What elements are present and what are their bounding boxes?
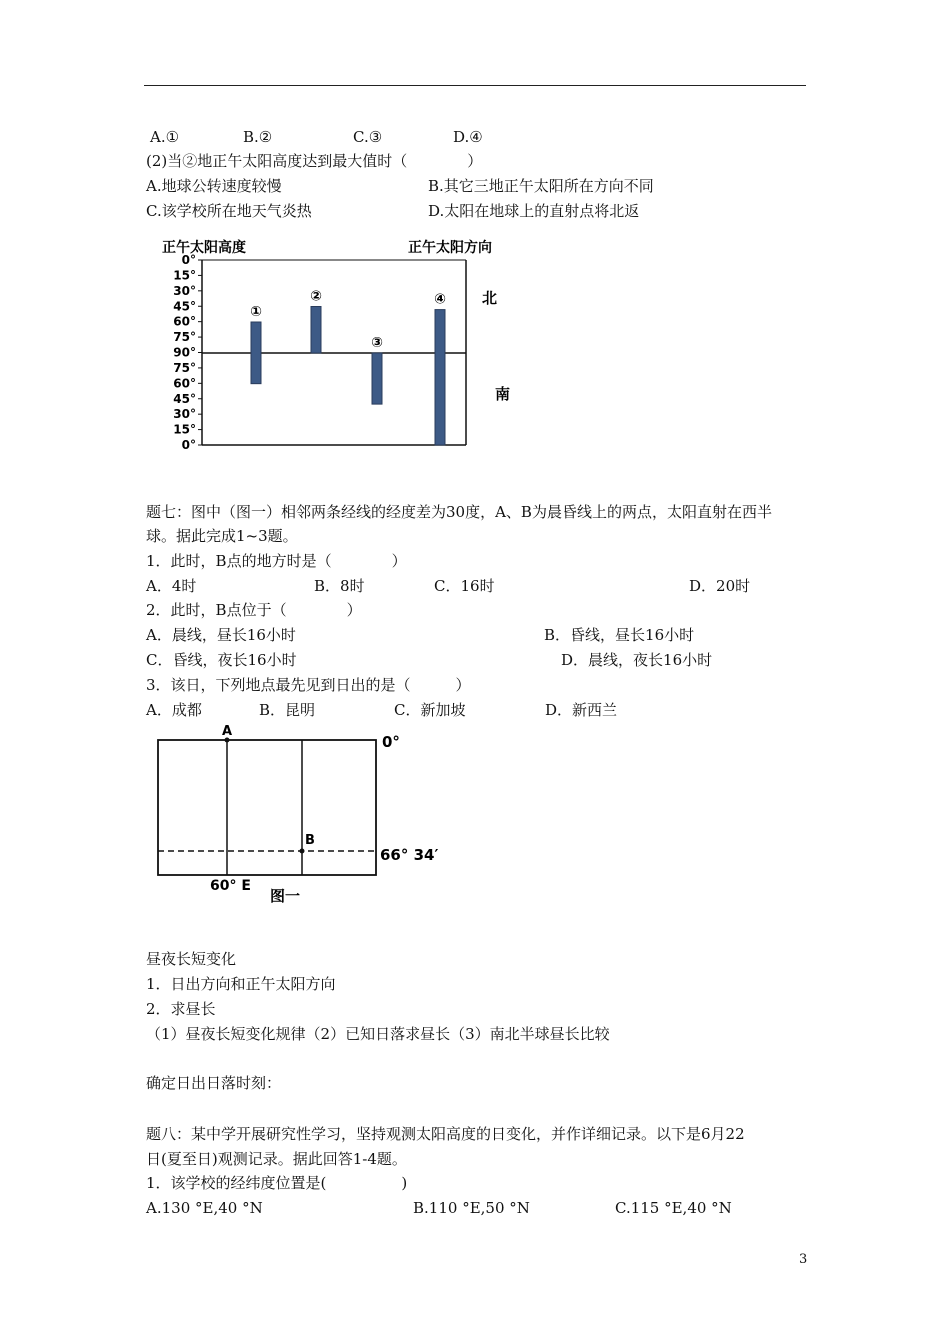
sun-fig-title-left: 正午太阳高度 [162,240,246,256]
q8-intro-line2: 日(夏至日)观测记录。据此回答1-4题。 [146,1150,407,1168]
q7-q1-option-c: C．16时 [434,577,495,595]
q7-question-2: 2．此时，B点位于（ ） [146,601,362,619]
point-b [300,849,305,854]
q7-q1-option-a: A．4时 [146,577,197,595]
prev-option-c: C.③ [353,128,383,146]
notes-sunrise: 确定日出日落时刻： [146,1074,282,1092]
fig1-lat-equator: 0° [382,733,400,751]
sun-bar-label: ③ [371,335,383,351]
page-number: 3 [799,1252,808,1267]
q7-q3-option-c: C．新加坡 [394,701,466,719]
sun-fig-tick-label: 90° [173,345,196,360]
q7-q1-option-d: D．20时 [689,577,751,595]
sun-fig-tick-label: 0° [181,438,196,452]
q7-q3-option-a: A．成都 [146,701,202,719]
sun-fig-tick-label: 60° [173,376,196,391]
header-rule [144,85,806,86]
q8-q1-option-c: C.115 °E,40 °N [615,1199,732,1217]
sun-bar-label: ④ [434,291,446,308]
prev-option-a: A.① [150,128,180,146]
sun-fig-tick-label: 30° [173,407,196,422]
notes-item-3: （1）昼夜长短变化规律（2）已知日落求昼长（3）南北半球昼长比较 [146,1025,610,1043]
sun-fig-tick-label: 75° [173,330,196,345]
fig1-frame [158,740,376,875]
q7-intro-line1: 题七：图中（图一）相邻两条经线的经度差为30度，A、B为晨昏线上的两点，太阳直射在西半 [146,503,772,521]
q8-question-1: 1．该学校的经纬度位置是( ) [146,1174,408,1192]
notes-title: 昼夜长短变化 [146,950,237,968]
q7-question-3: 3．该日，下列地点最先见到日出的是（ ） [146,676,471,694]
q7-q2-option-d: D．晨线，夜长16小时 [561,651,713,669]
sub2-option-a: A.地球公转速度较慢 [146,177,282,195]
q7-q2-option-b: B．昏线，昼长16小时 [544,626,695,644]
sun-fig-title-right: 正午太阳方向 [408,240,492,256]
fig1-label-a: A [222,725,233,739]
q8-intro-line1: 题八：某中学开展研究性学习，坚持观测太阳高度的日变化，并作详细记录。以下是6月22 [146,1125,745,1143]
label-north: 北 [482,289,498,307]
noon-sun-figure [150,235,540,455]
notes-item-1: 1．日出方向和正午太阳方向 [146,975,336,993]
q7-intro-line2: 球。据此完成1~3题。 [146,527,298,545]
q7-q3-option-d: D．新西兰 [545,701,618,719]
sub-question-2: (2)当②地正午太阳高度达到最大值时（ ） [146,152,483,170]
sun-fig-tick-label: 45° [173,391,196,406]
sun-bar-label: ① [250,304,262,320]
q7-q2-option-c: C．昏线，夜长16小时 [146,651,297,669]
prev-option-b: B.② [243,128,273,146]
fig1-caption: 图一 [270,887,301,905]
notes-item-2: 2．求昼长 [146,1000,216,1018]
sub2-option-b: B.其它三地正午太阳所在方向不同 [428,177,654,195]
sun-fig-tick-label: 30° [173,283,196,298]
sun-bar-2 [311,307,321,354]
sun-fig-tick-label: 0° [181,253,196,267]
q7-q3-option-b: B．昆明 [259,701,316,719]
sun-bar-4 [435,310,445,445]
sub2-option-d: D.太阳在地球上的直射点将北返 [428,202,640,220]
q8-q1-option-b: B.110 °E,50 °N [413,1199,530,1217]
q7-question-1: 1．此时，B点的地方时是（ ） [146,552,407,570]
sun-fig-tick-label: 15° [173,268,196,283]
sun-fig-tick-label: 75° [173,360,196,375]
fig1-lon-label: 60° E [210,878,251,894]
sun-bar-label: ② [310,288,322,305]
sub2-option-c: C.该学校所在地天气炎热 [146,202,312,220]
q7-q2-option-a: A．晨线，昼长16小时 [146,626,296,644]
prev-option-d: D.④ [453,128,483,146]
figure-1 [150,725,450,910]
sun-fig-tick-label: 60° [173,314,196,329]
sun-fig-tick-label: 45° [173,299,196,314]
label-south: 南 [495,385,511,403]
sun-fig-tick-label: 15° [173,422,196,437]
fig1-lat-arctic: 66° 34′ [380,846,439,864]
q8-q1-option-a: A.130 °E,40 °N [146,1199,263,1217]
sun-bar-1 [251,322,261,384]
fig1-label-b: B [305,833,315,848]
q7-q1-option-b: B．8时 [314,577,365,595]
sun-bar-3 [372,353,382,404]
